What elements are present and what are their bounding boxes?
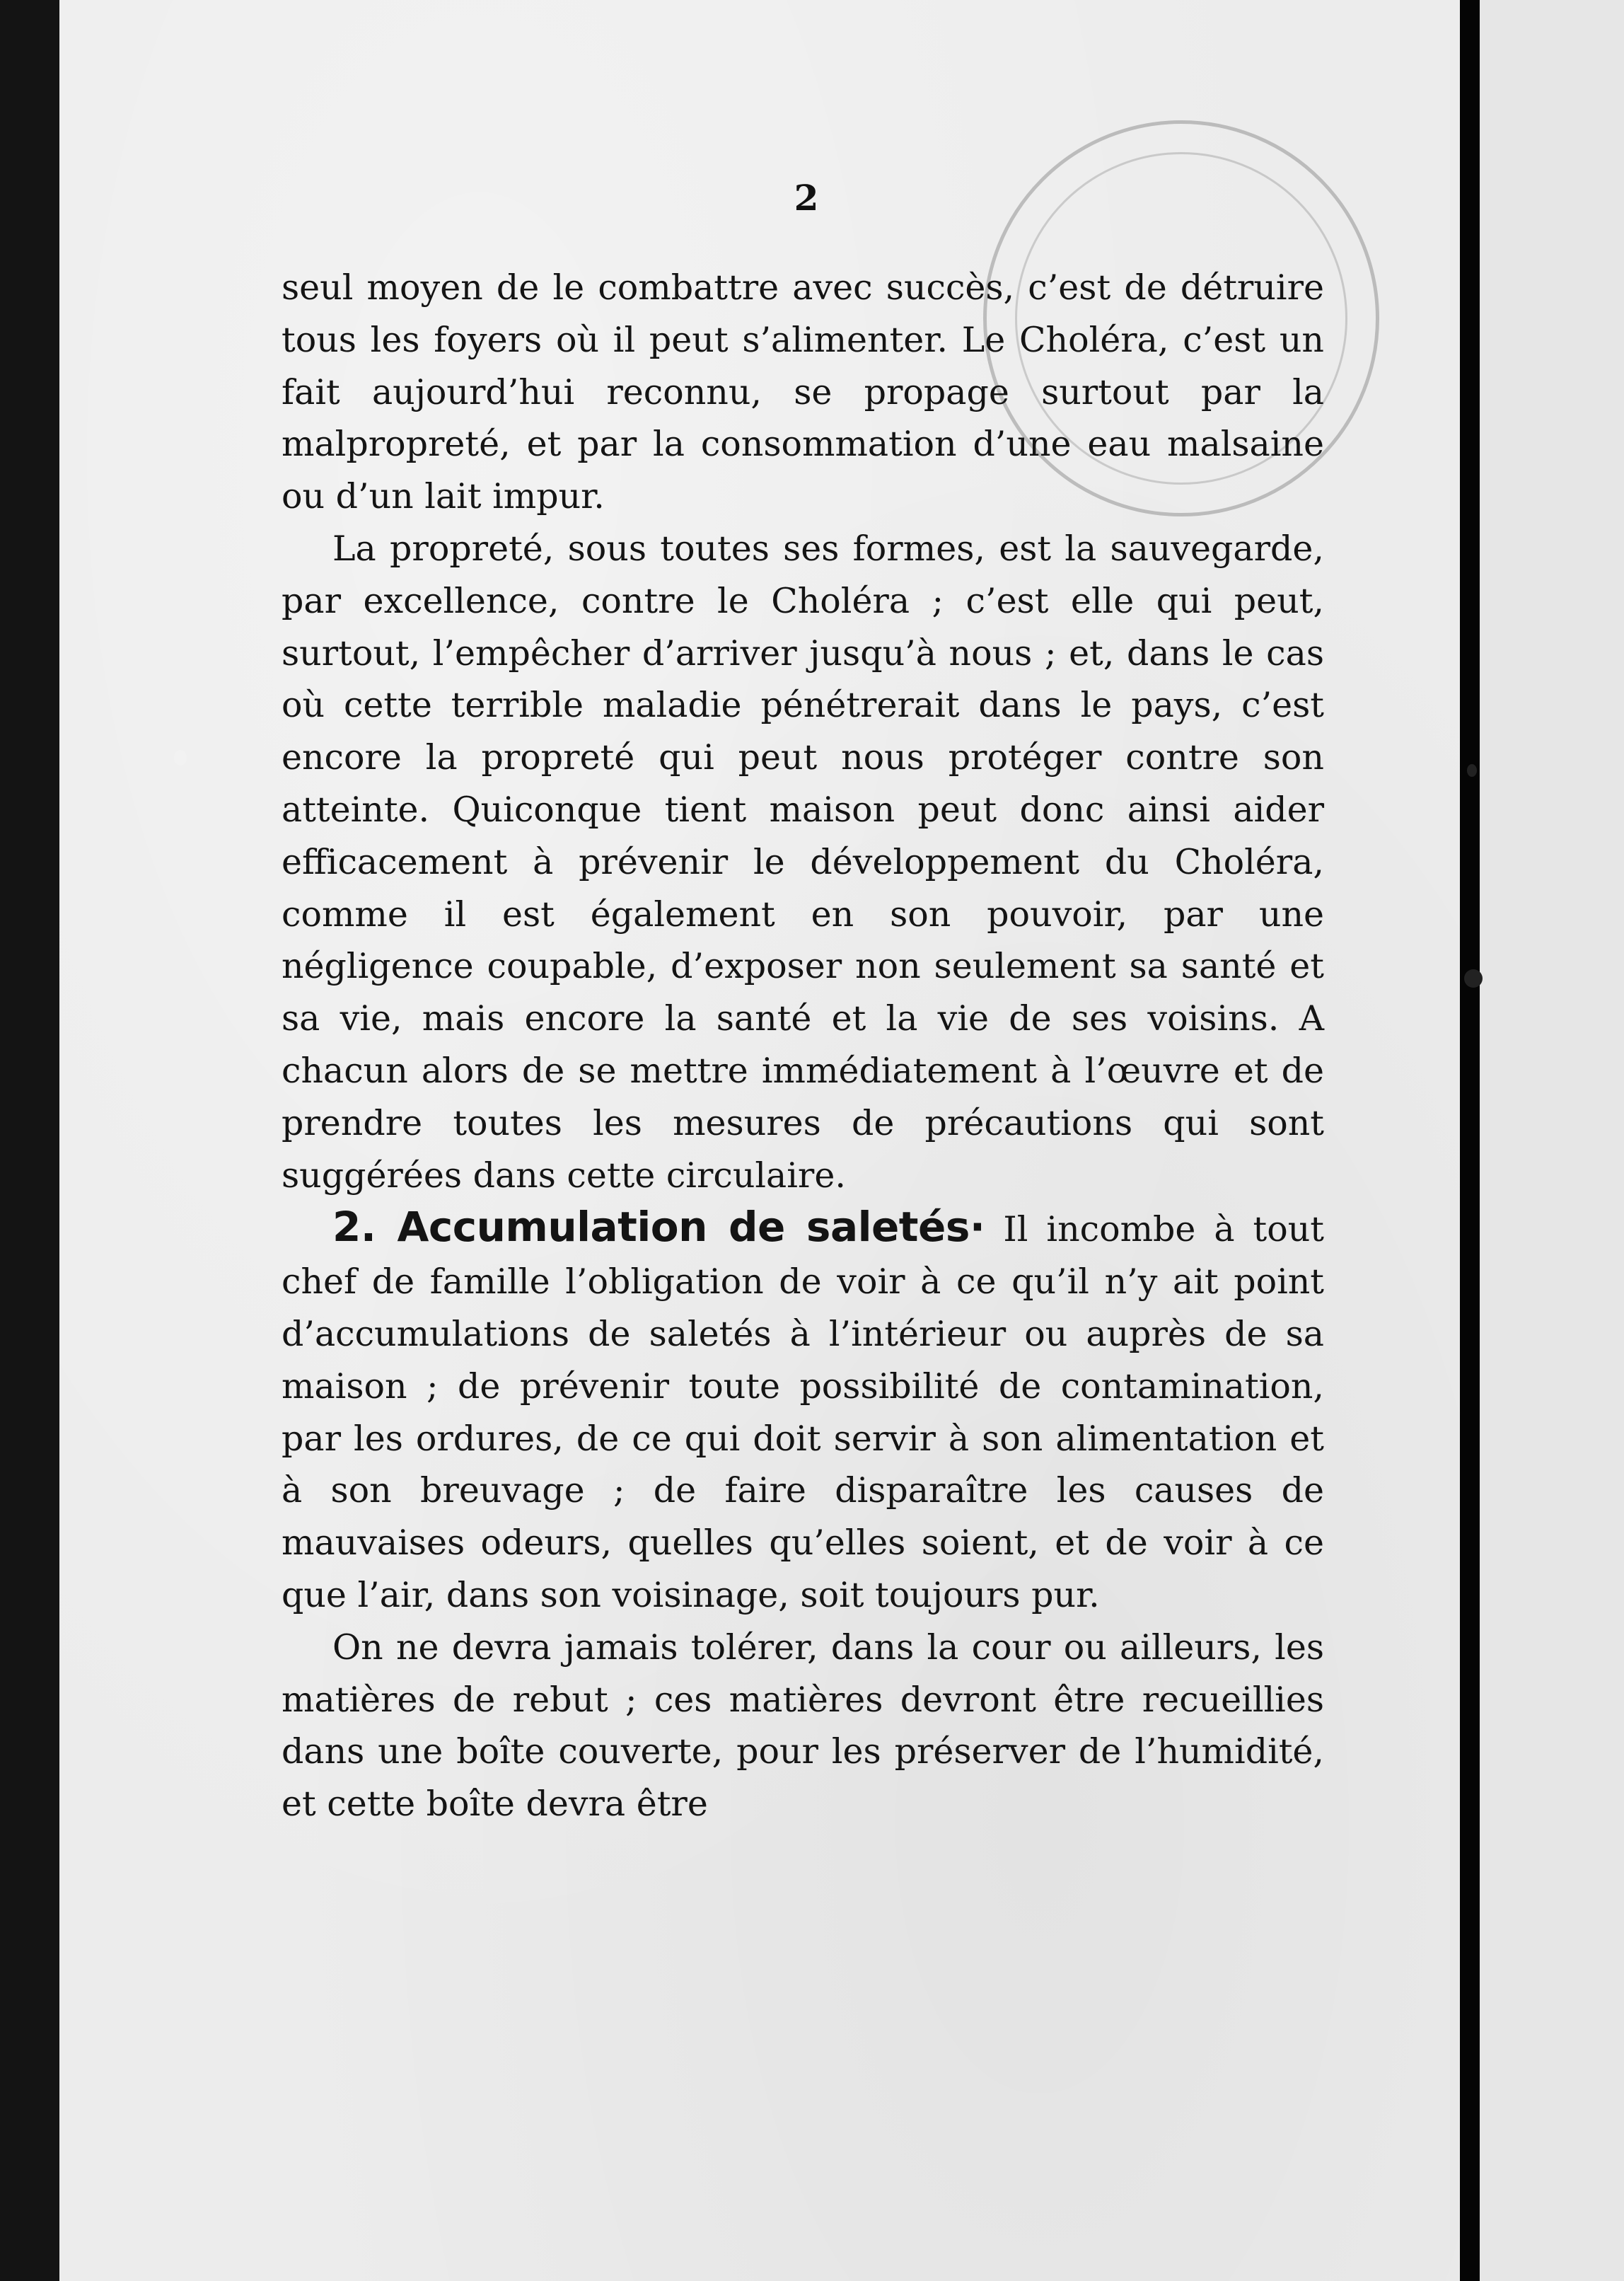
paragraph-continued: seul moyen de le combattre avec succès, c’est de détruire tous les foyers où il peut s’alimenter. Le Choléra, c’est un fait aujourd’hui reconnu, se propage surtout par la malpropreté, et par la consommation d’une eau malsaine ou d’un lait impur. [282,267,1324,517]
paragraph-proprete: La propreté, sous toutes ses formes, est la sauvegarde, par excellence, contre le Choléra ; c’est elle qui peut, surtout, l’empêcher d’arriver jusqu’à nous ; et, dans le cas où cette terrible maladie pénétrerait dans le pays, c’est encore la propreté qui peut nous protéger contre son atteinte. Quiconque tient maison peut donc ainsi aider efficacement à prévenir le développement du Choléra, comme il est également en son pouvoir, par une négligence coupable, d’exposer non seulement sa santé et sa vie, mais encore la santé et la vie de ses voisins. A chacun alors de se mettre immédiatement à l’œuvre et de prendre toutes les mesures de précautions qui sont suggérées dans cette circulaire. [282,528,1324,1196]
document-body [282,262,1324,1830]
scan-border-left [0,0,59,2281]
page-gutter [1460,0,1480,2281]
ink-speck [174,750,187,766]
section-text: Il incombe à tout chef de famille l’obligation de voir à ce qu’il n’y ait point d’accumulations de saletés à l’intérieur ou auprès de sa maison ; de prévenir toute possibilité de contamination, par les ordures, de ce qui doit servir à son alimentation et à son breuvage ; de faire disparaître les causes de mauvaises odeurs, quelles qu’elles soient, et de voir à ce que l’air, dans son voisinage, soit toujours pur. [282,1209,1324,1615]
adjacent-page-edge [1480,0,1624,2281]
section-heading: 2. Accumulation de saletés· [332,1203,985,1252]
ink-speck [1467,764,1477,777]
section-accumulation [282,1201,1324,1621]
page-number: 2 [794,177,819,219]
paragraph-rebut: On ne devra jamais tolérer, dans la cour ou ailleurs, les matières de rebut ; ces matières devront être recueillies dans une boîte couverte, pour les préserver de l’humidité, et cette boîte devra être [282,1627,1324,1825]
ink-speck [1464,969,1483,988]
